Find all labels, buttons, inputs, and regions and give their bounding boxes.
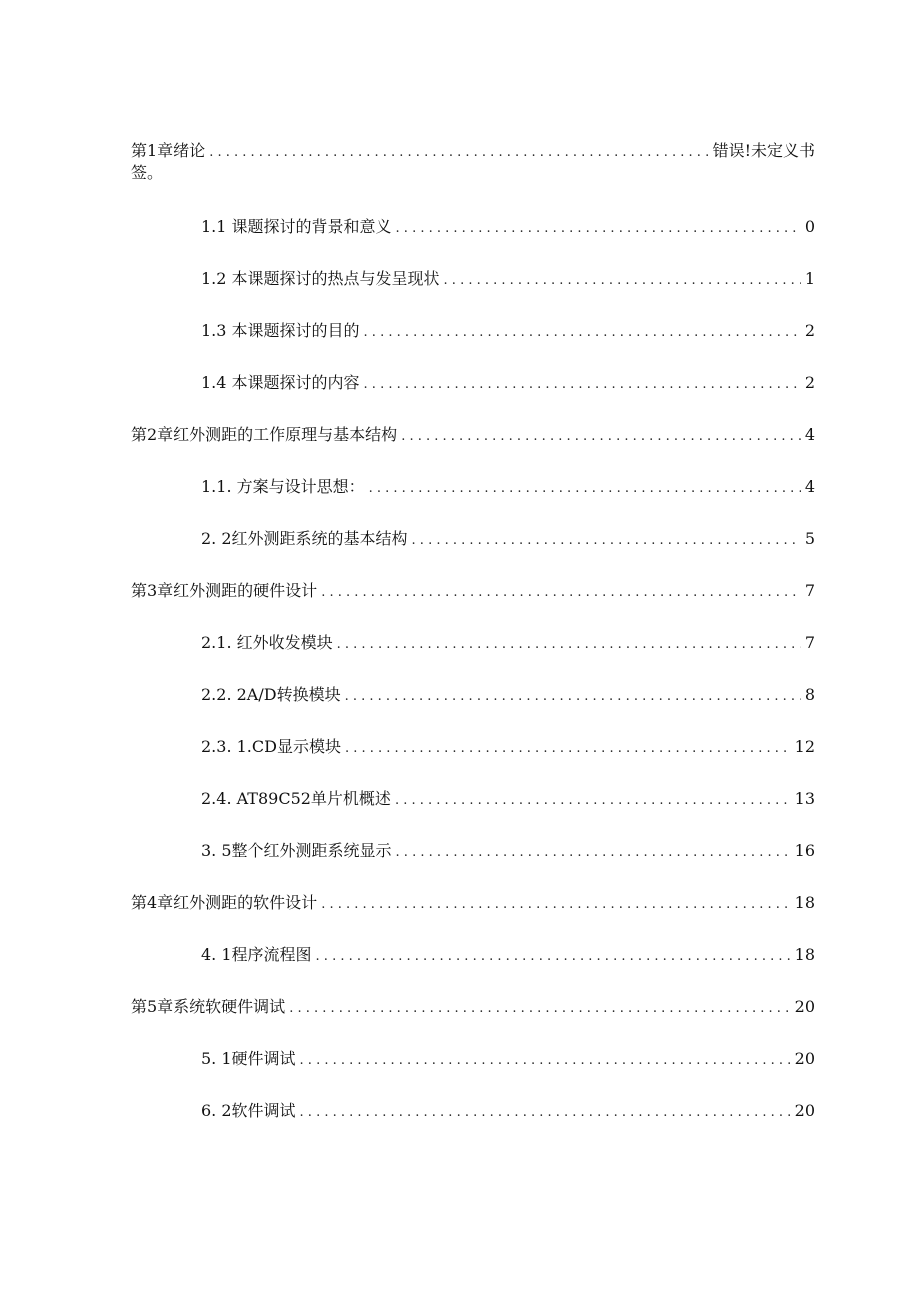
- dot-leader: [364, 323, 801, 343]
- dot-leader: [364, 375, 801, 395]
- toc-page-ref: 20: [794, 1049, 815, 1068]
- toc-label: 第1章绪论: [131, 141, 206, 160]
- toc-label: 2.1. 红外收发模块: [201, 633, 333, 652]
- toc-label: 2. 2红外测距系统的基本结构: [201, 529, 408, 548]
- toc-section-1-1[interactable]: [201, 217, 815, 239]
- toc-label: 6. 2软件调试: [201, 1101, 296, 1120]
- toc-section-3-4[interactable]: [201, 789, 815, 811]
- toc-section-5-2[interactable]: [201, 1101, 815, 1123]
- dot-leader: [345, 687, 801, 707]
- toc-label: 第2章红外测距的工作原理与基本结构: [131, 425, 398, 444]
- toc-section-3-5[interactable]: [201, 841, 815, 863]
- toc-page-ref: 20: [794, 1101, 815, 1120]
- toc-page-ref: 2: [804, 321, 815, 340]
- toc-section-1-4[interactable]: [201, 373, 815, 395]
- dot-leader: [321, 895, 790, 915]
- toc-label: 2.2. 2A/D转换模块: [201, 685, 341, 704]
- toc-page-ref: 12: [794, 737, 815, 756]
- toc-page-ref: 13: [794, 789, 815, 808]
- toc-label: 第4章红外测距的软件设计: [131, 893, 318, 912]
- dot-leader: [444, 271, 801, 291]
- toc-page-ref: 5: [804, 529, 815, 548]
- dot-leader: [401, 427, 801, 447]
- toc-page-ref: 18: [794, 945, 815, 964]
- toc-section-1-2[interactable]: [201, 269, 815, 291]
- toc-section-2-2[interactable]: [201, 529, 815, 551]
- toc-section-2-1[interactable]: [201, 477, 815, 499]
- dot-leader: [316, 947, 791, 967]
- toc-label: 4. 1程序流程图: [201, 945, 312, 964]
- toc-chapter-1[interactable]: [131, 141, 815, 163]
- toc-page-ref: 18: [794, 893, 815, 912]
- toc-page-ref: 7: [804, 581, 815, 600]
- toc-chapter-5[interactable]: [131, 997, 815, 1019]
- dot-leader: [412, 531, 801, 551]
- toc-label: 1.1. 方案与设计思想：: [201, 477, 365, 496]
- toc-label: 2.4. AT89C52单片机概述: [201, 789, 391, 808]
- toc-page-ref: 20: [794, 997, 815, 1016]
- toc-chapter-3[interactable]: [131, 581, 815, 603]
- dot-leader: [369, 479, 801, 499]
- dot-leader: [396, 843, 791, 863]
- toc-chapter-2[interactable]: [131, 425, 815, 447]
- toc-page-ref: 4: [804, 477, 815, 496]
- toc-page-ref: 2: [804, 373, 815, 392]
- dot-leader: [395, 791, 791, 811]
- toc-page-ref: 16: [794, 841, 815, 860]
- toc-label: 1.1 课题探讨的背景和意义: [201, 217, 392, 236]
- dot-leader: [300, 1051, 791, 1071]
- dot-leader: [300, 1103, 791, 1123]
- toc-section-5-1[interactable]: [201, 1049, 815, 1071]
- toc-chapter-4[interactable]: [131, 893, 815, 915]
- toc-label: 1.2 本课题探讨的热点与发呈现状: [201, 269, 440, 288]
- toc-section-4-1[interactable]: [201, 945, 815, 967]
- dot-leader: [209, 143, 708, 163]
- toc-page-ref: 1: [804, 269, 815, 288]
- toc-label: 第5章系统软硬件调试: [131, 997, 286, 1016]
- dot-leader: [321, 583, 801, 603]
- dot-leader: [337, 635, 801, 655]
- toc-label: 5. 1硬件调试: [201, 1049, 296, 1068]
- dot-leader: [396, 219, 801, 239]
- toc-page-ref: 0: [804, 217, 815, 236]
- toc-label: 3. 5整个红外测距系统显示: [201, 841, 392, 860]
- toc-label: 2.3. 1.CD显示模块: [201, 737, 341, 756]
- toc-page-ref: 7: [804, 633, 815, 652]
- toc-label: 第3章红外测距的硬件设计: [131, 581, 318, 600]
- toc-section-3-3[interactable]: [201, 737, 815, 759]
- toc-page-ref: 8: [804, 685, 815, 704]
- toc-label: 1.4 本课题探讨的内容: [201, 373, 360, 392]
- toc-section-3-1[interactable]: [201, 633, 815, 655]
- toc-label: 1.3 本课题探讨的目的: [201, 321, 360, 340]
- toc-page-ref: 4: [804, 425, 815, 444]
- toc-page-ref: 错误!未定义书: [712, 141, 815, 160]
- toc-section-3-2[interactable]: [201, 685, 815, 707]
- dot-leader: [289, 999, 790, 1019]
- dot-leader: [345, 739, 791, 759]
- toc-section-1-3[interactable]: [201, 321, 815, 343]
- toc-label-continuation: 签。: [131, 163, 164, 182]
